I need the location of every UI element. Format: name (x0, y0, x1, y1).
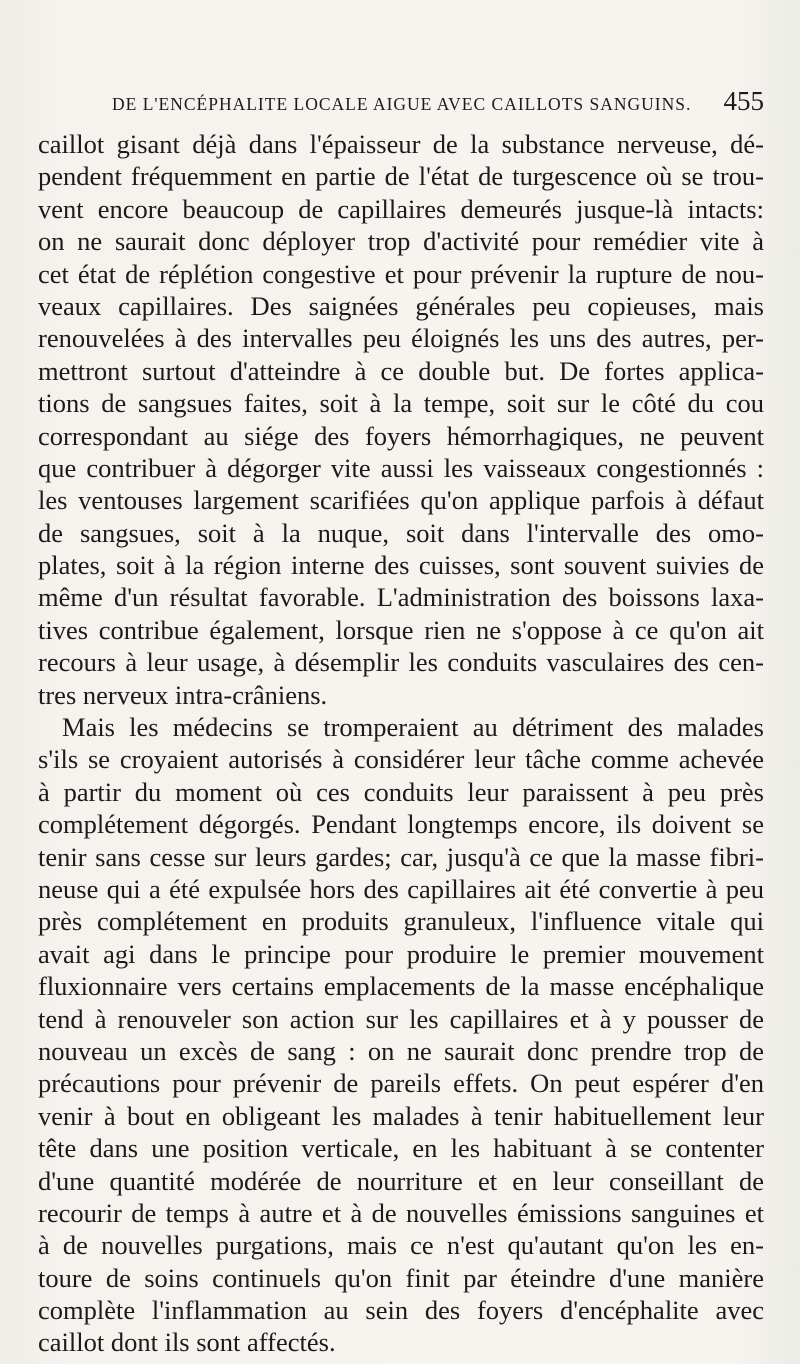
text-line: les ventouses largement scarifiées qu'on applique parfois à défaut (38, 485, 764, 516)
text-line: d'une quantité modérée de nourriture et en leur conseillant de (38, 1165, 764, 1196)
paragraph-1 (38, 128, 764, 711)
text-line: tres nerveux intra-crâniens. (38, 679, 328, 710)
text-line: caillot dont ils sont affectés. (38, 1327, 336, 1358)
text-line: tenir sans cesse sur leurs gardes; car, jusqu'à ce que la masse fibri- (38, 841, 764, 872)
running-title: DE L'ENCÉPHALITE LOCALE AIGUE AVEC CAILLOTS SANGUINS. (112, 94, 692, 114)
text-line: cet état de réplétion congestive et pour prévenir la rupture de nou- (38, 258, 764, 289)
text-line: près complétement en produits granuleux, l'influence vitale qui (38, 906, 764, 937)
text-line: s'ils se croyaient autorisés à considérer leur tâche comme achevée (38, 744, 764, 775)
running-head (0, 86, 800, 120)
text-line: à partir du moment où ces conduits leur paraissent à peu près (38, 776, 764, 807)
text-line: avait agi dans le principe pour produire le premier mouvement (38, 938, 764, 969)
text-line: toure de soins continuels qu'on finit par éteindre d'une manière (38, 1262, 764, 1293)
paragraph-2 (38, 711, 764, 1359)
text-line: plates, soit à la région interne des cuisses, sont souvent suivies de (38, 550, 764, 581)
text-line: tend à renouveler son action sur les capillaires et à y pousser de (38, 1003, 764, 1034)
text-line: même d'un résultat favorable. L'administration des boissons laxa- (38, 582, 764, 613)
text-line: fluxionnaire vers certains emplacements de la masse encéphalique (38, 971, 764, 1002)
text-line: pendent fréquemment en partie de l'état de turgescence où se trou- (38, 161, 764, 192)
text-line: précautions pour prévenir de pareils effets. On peut espérer d'en (38, 1068, 764, 1099)
text-line: recourir de temps à autre et à de nouvelles émissions sanguines et (38, 1197, 764, 1228)
text-line: mettront surtout d'atteindre à ce double but. De fortes applica- (38, 355, 764, 386)
text-line: correspondant au siége des foyers hémorrhagiques, ne peuvent (38, 420, 764, 451)
text-line: neuse qui a été expulsée hors des capillaires ait été convertie à peu (38, 873, 764, 904)
text-line: de sangsues, soit à la nuque, soit dans l'intervalle des omo- (38, 517, 764, 548)
text-line: on ne saurait donc déployer trop d'activité pour remédier vite à (38, 226, 764, 257)
text-line: que contribuer à dégorger vite aussi les vaisseaux congestionnés : (38, 452, 764, 483)
text-line: tête dans une position verticale, en les habituant à se contenter (38, 1133, 764, 1164)
text-line: complétement dégorgés. Pendant longtemps encore, ils doivent se (38, 809, 764, 840)
text-line: Mais les médecins se tromperaient au détriment des malades (62, 712, 764, 743)
page-number: 455 (723, 86, 764, 116)
text-line: tions de sangsues faites, soit à la tempe, soit sur le côté du cou (38, 388, 764, 419)
text-line: tives contribue également, lorsque rien ne s'oppose à ce qu'on ait (38, 614, 764, 645)
text-line: vent encore beaucoup de capillaires demeurés jusque-là intacts: (38, 193, 764, 224)
text-line: veaux capillaires. Des saignées générales peu copieuses, mais (38, 290, 764, 321)
text-line: recours à leur usage, à désemplir les conduits vasculaires des cen- (38, 647, 764, 678)
text-line: nouveau un excès de sang : on ne saurait donc prendre trop de (38, 1035, 764, 1066)
page-body (38, 128, 764, 1359)
text-line: renouvelées à des intervalles peu éloignés les uns des autres, per- (38, 323, 764, 354)
text-line: caillot gisant déjà dans l'épaisseur de la substance nerveuse, dé- (38, 129, 764, 159)
text-line: venir à bout en obligeant les malades à tenir habituellement leur (38, 1100, 764, 1131)
text-line: à de nouvelles purgations, mais ce n'est qu'autant qu'on les en- (38, 1230, 764, 1261)
text-line: complète l'inflammation au sein des foyers d'encéphalite avec (38, 1295, 764, 1326)
